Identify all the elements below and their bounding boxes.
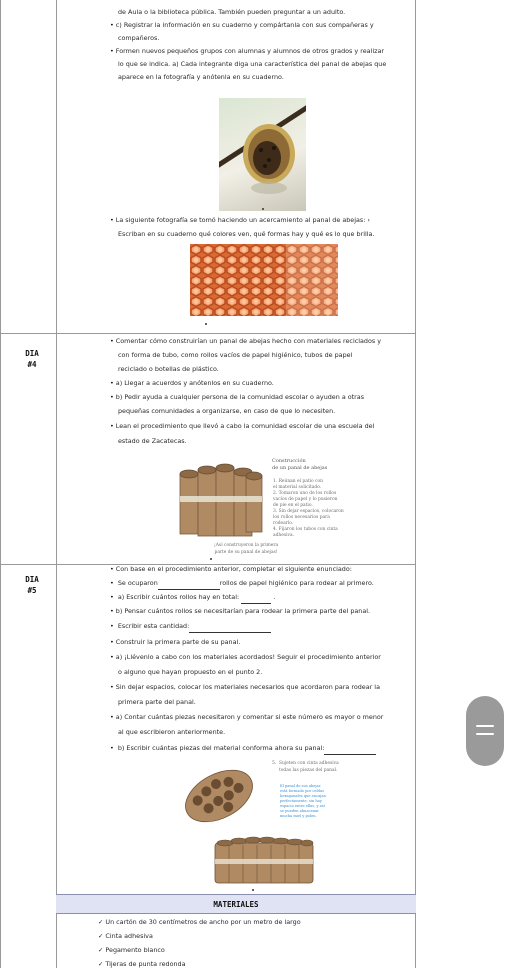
figure2-note: 5. Sujeten con cinta adhesiva todas las piezas del panal. (272, 761, 339, 773)
section3-line2-end: rollos de papel higiénico para rodear al primero. (219, 579, 374, 587)
section2-line2: con forma de tubo, como rollos vacíos de papel higiénico, tubos de papel (118, 351, 353, 359)
blank-panal-pieces[interactable] (324, 748, 376, 755)
scroll-handle[interactable] (466, 696, 504, 766)
section2-line6: pequeñas comunidades a organizarse, en caso de que lo necesiten. (118, 407, 336, 415)
materials-header: MATERIALES (56, 894, 416, 914)
section3-line3: • a) Escribir cuántos rollos hay en total: . (110, 592, 275, 604)
handle-grip-icon (476, 733, 494, 735)
section3-line8: o alguno que hayan propuesto en el punto 2. (118, 668, 263, 676)
section3-line2 (110, 578, 374, 590)
section3-line7: • a) ¡Llévenlo a cabo con los materiales acordados! Seguir el procedimiento anterior (110, 652, 381, 664)
figure2-info-3: hexagonales que encajan (280, 794, 326, 798)
figure-step-2a: 2. Tomaron uno de los rollos (273, 491, 337, 496)
honeycomb-closeup-photo (190, 244, 338, 316)
figure2-info-2: está formado por celdas (280, 789, 324, 793)
section1-line3: compañeros. (118, 34, 160, 42)
figure-step-3b: los rollos necesarios para (273, 515, 330, 520)
section3-line5 (110, 621, 271, 633)
figure2-info-1: El panal de sus abejas (280, 784, 321, 788)
section2-line1: • Comentar cómo construirían un panal de abejas hecho con materiales reciclados y (110, 336, 381, 348)
figure-title: Construcción de un panal de abejas (272, 458, 328, 471)
section3-line10: primera parte del panal. (118, 698, 196, 706)
honeycomb-rolls-figure (176, 760, 262, 832)
section1-line8: Escriban en su cuaderno qué colores ven, qué formas hay y qué es lo que brilla. (118, 230, 375, 238)
section3-line5-text: Escribir esta cantidad: (117, 622, 190, 630)
figure-step-1b: el material solicitado. (273, 485, 322, 490)
section3-line2-start: Se ocuparon (117, 579, 158, 587)
stacked-rolls-figure (213, 835, 315, 887)
bullet-dot (205, 323, 207, 325)
section2-line5: • b) Pedir ayuda a cualquier persona de la comunidad escolar o ayuden a otras (110, 392, 364, 404)
section1-line7: • La siguiente fotografía se tomó haciendo un acercamiento al panal de abejas: › (110, 215, 370, 227)
section2-line4: • a) Llegar a acuerdos y anótenlos en su cuaderno. (110, 378, 274, 390)
figure2-info-5: espacio entre ellas, y así (280, 804, 325, 808)
materials-item-2: ✓ Cinta adhesiva (98, 932, 153, 940)
honeycomb-branch-photo (219, 98, 306, 211)
blank-quantity[interactable] (189, 626, 271, 633)
figure-step-3c: rodearlo. (273, 521, 294, 526)
section3-line3-text: a) Escribir cuántos rollos hay en total: (117, 593, 240, 601)
section2-line3: reciclado o botellas de plástico. (118, 365, 219, 373)
figure-step-2c: de pie en el patio. (273, 503, 313, 508)
figure-step-3a: 3. Sin dejar espacios, colocaron (273, 509, 344, 514)
section3-line1: • Con base en el procedimiento anterior, completar el siguiente enunciado: (110, 564, 352, 576)
materials-item-3: ✓ Pegamento blanco (98, 946, 165, 954)
row-divider-day4 (0, 333, 416, 334)
section3-line4: • b) Pensar cuántos rollos se necesitarían para rodear la primera parte del panal. (110, 606, 370, 618)
section3-line13-text: b) Escribir cuántas piezas del material conforma ahora su panal: (117, 744, 325, 752)
bullet-dot (252, 889, 254, 891)
figure-step-1a: 1. Reúnan el patio con (273, 479, 323, 484)
section1-line1: de Aula o la biblioteca pública. También pueden preguntar a un adulto. (118, 8, 346, 16)
blank-total-rolls[interactable] (241, 597, 271, 604)
section1-line5: lo que se indica. a) Cada integrante diga una característica del panal de abejas que (118, 60, 387, 68)
section3-line12: al que escribieron anteriormente. (118, 728, 226, 736)
figure-step-4a: 4. Fijaron los tubos con cinta (273, 527, 338, 532)
figure-step-2b: vacíos de papel y lo pusieron (273, 497, 338, 502)
section3-line13 (110, 743, 376, 755)
section1-line6: aparece en la fotografía y anótenla en su cuaderno. (118, 73, 284, 81)
blank-rolls-used[interactable] (158, 583, 220, 590)
materials-item-4: ✓ Tijeras de punta redonda (98, 960, 186, 968)
day-label-4: DIA #4 (25, 349, 39, 369)
bullet-dot (262, 208, 264, 210)
figure-step-4b: adhesiva. (273, 533, 295, 538)
figure-caption: ¡Así construyeron la primera parte de su panal de abejas! (214, 543, 279, 555)
figure2-info-4: perfectamente, sin hay (280, 799, 322, 803)
bullet-dot (210, 558, 212, 560)
figure2-info-6: se pueden almacenar (280, 809, 319, 813)
section3-line9: • Sin dejar espacios, colocar los materiales necesarios que acordaron para rodear la (110, 682, 380, 694)
section2-line8: estado de Zacatecas. (118, 437, 187, 445)
figure2-info-7: mucha miel y polen. (280, 814, 317, 818)
materials-item-1: ✓ Un cartón de 30 centímetros de ancho por un metro de largo (98, 918, 301, 926)
section3-line6: • Construir la primera parte de su panal. (110, 637, 240, 649)
section1-line2: • c) Registrar la información en su cuaderno y compártanla con sus compañeras y (110, 20, 374, 32)
handle-grip-icon (476, 725, 494, 727)
day-column (0, 0, 56, 968)
section2-line7: • Lean el procedimiento que llevó a cabo la comunidad escolar de una escuela del (110, 421, 374, 433)
day-label-5: DIA #5 (25, 575, 39, 595)
section3-line11: • a) Contar cuántas piezas necesitaron y comentar si este número es mayor o menor (110, 712, 383, 724)
section1-line4: • Formen nuevos pequeños grupos con alumnas y alumnos de otros grados y realizar (110, 46, 384, 58)
cardboard-rolls-figure (178, 458, 264, 540)
